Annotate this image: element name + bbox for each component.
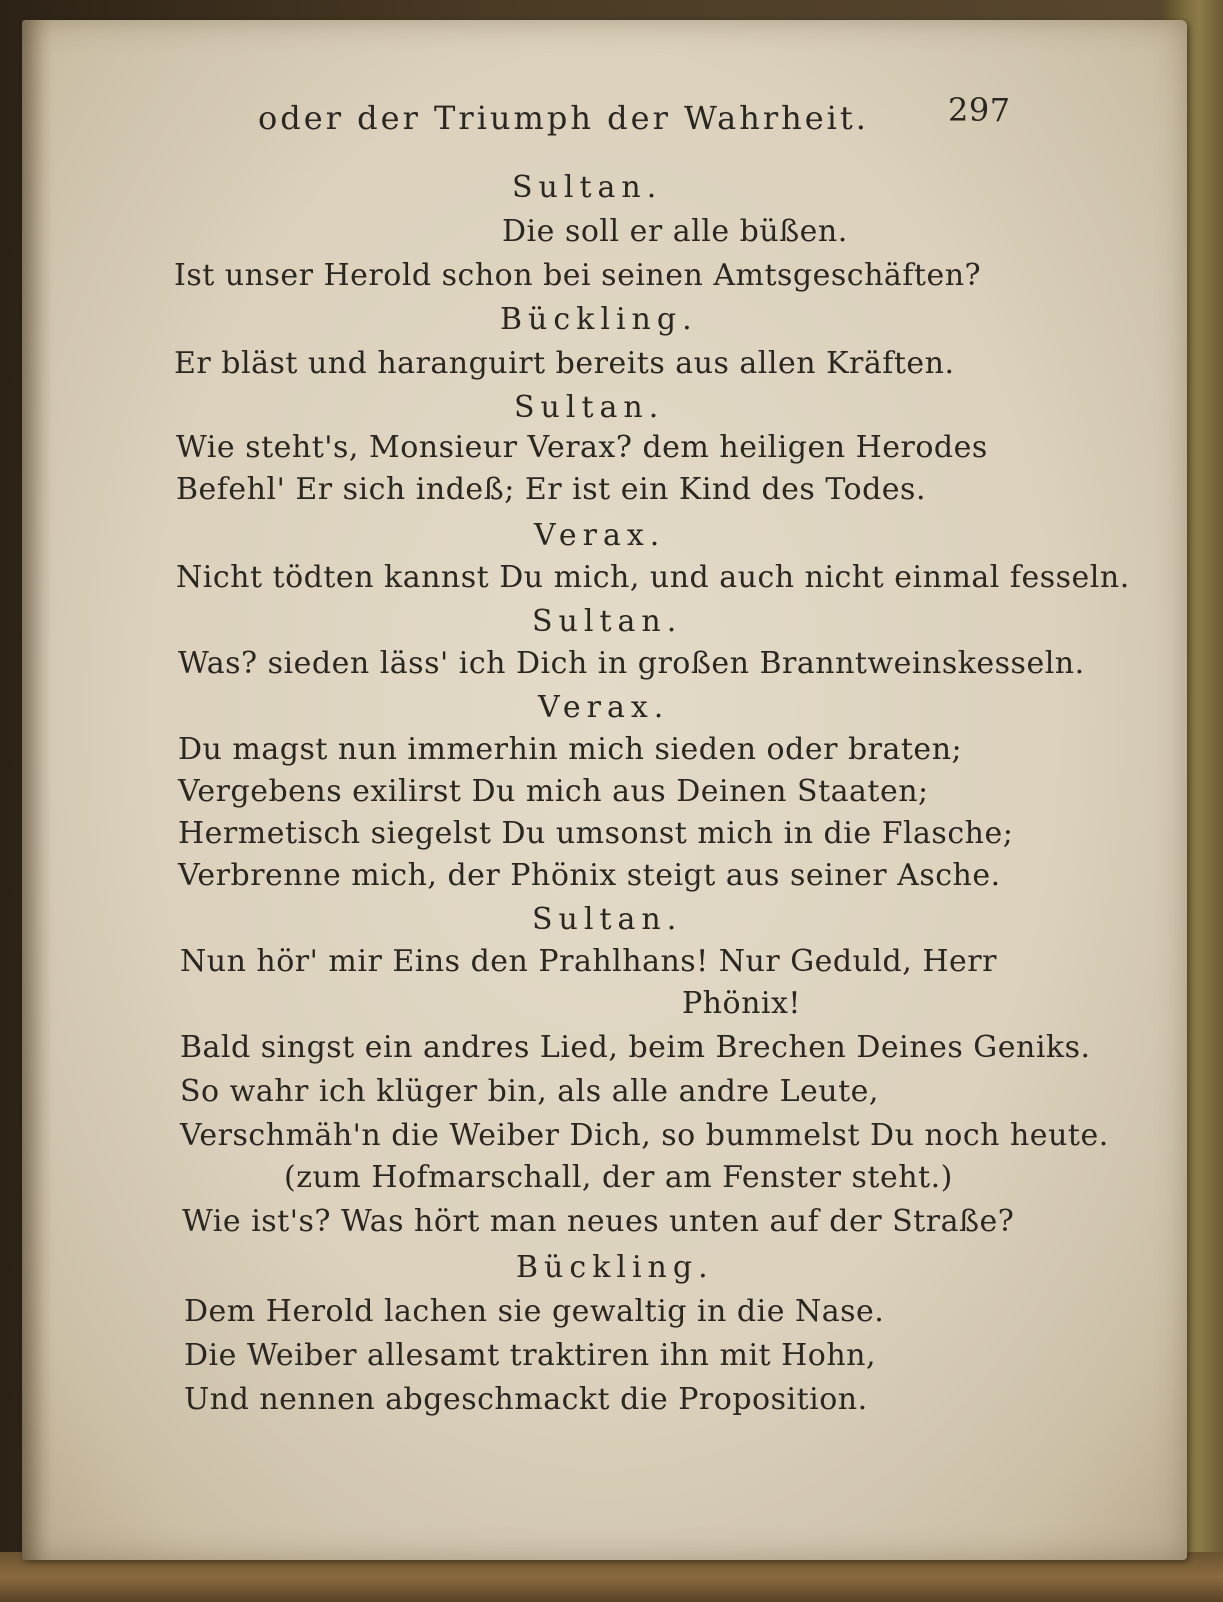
speaker-name: Verax. xyxy=(538,690,670,725)
verse-line: Die soll er alle büßen. xyxy=(502,214,848,249)
running-head: oder der Triumph der Wahrheit. xyxy=(258,99,869,137)
speaker-name: Sultan. xyxy=(512,170,663,205)
verse-line: Er bläst und haranguirt bereits aus allen Kräften. xyxy=(174,346,955,381)
verse-line: Vergebens exilirst Du mich aus Deinen Staaten; xyxy=(178,774,929,809)
verse-line: Die Weiber allesamt traktiren ihn mit Hohn, xyxy=(184,1338,877,1373)
verse-line: Bald singst ein andres Lied, beim Brechen Deines Geniks. xyxy=(180,1030,1091,1065)
verse-line: Befehl' Er sich indeß; Er ist ein Kind des Todes. xyxy=(176,472,926,507)
verse-line: So wahr ich klüger bin, als alle andre Leute, xyxy=(180,1074,879,1109)
verse-line: Was? sieden läss' ich Dich in großen Branntweinskesseln. xyxy=(178,646,1085,681)
speaker-name: Sultan. xyxy=(532,604,683,639)
verse-line: Verbrenne mich, der Phönix steigt aus seiner Asche. xyxy=(178,858,1001,893)
verse-line: Nun hör' mir Eins den Prahlhans! Nur Geduld, Herr xyxy=(180,944,997,979)
speaker-name: Sultan. xyxy=(532,902,683,937)
page-number: 297 xyxy=(948,91,1011,129)
verse-line: Wie steht's, Monsieur Verax? dem heiligen Herodes xyxy=(176,430,988,465)
speaker-name: Sultan. xyxy=(514,390,665,425)
verse-line-continuation: Phönix! xyxy=(682,986,801,1021)
verse-line: Nicht tödten kannst Du mich, und auch nicht einmal fesseln. xyxy=(176,560,1130,595)
verse-line: Verschmäh'n die Weiber Dich, so bummelst Du noch heute. xyxy=(180,1118,1109,1153)
verse-line: Du magst nun immerhin mich sieden oder braten; xyxy=(178,732,963,767)
verse-line: Dem Herold lachen sie gewaltig in die Nase. xyxy=(184,1294,885,1329)
verse-line: Wie ist's? Was hört man neues unten auf der Straße? xyxy=(182,1204,1015,1239)
verse-line: Hermetisch siegelst Du umsonst mich in die Flasche; xyxy=(178,816,1014,851)
page-gutter-shadow xyxy=(22,20,52,1560)
verse-line: Ist unser Herold schon bei seinen Amtsgeschäften? xyxy=(174,258,982,293)
stage-direction: (zum Hofmarschall, der am Fenster steht.) xyxy=(284,1160,953,1195)
verse-line: Und nennen abgeschmackt die Proposition. xyxy=(184,1382,868,1417)
speaker-name: Bückling. xyxy=(500,302,698,337)
speaker-name: Bückling. xyxy=(516,1250,714,1285)
speaker-name: Verax. xyxy=(534,518,666,553)
